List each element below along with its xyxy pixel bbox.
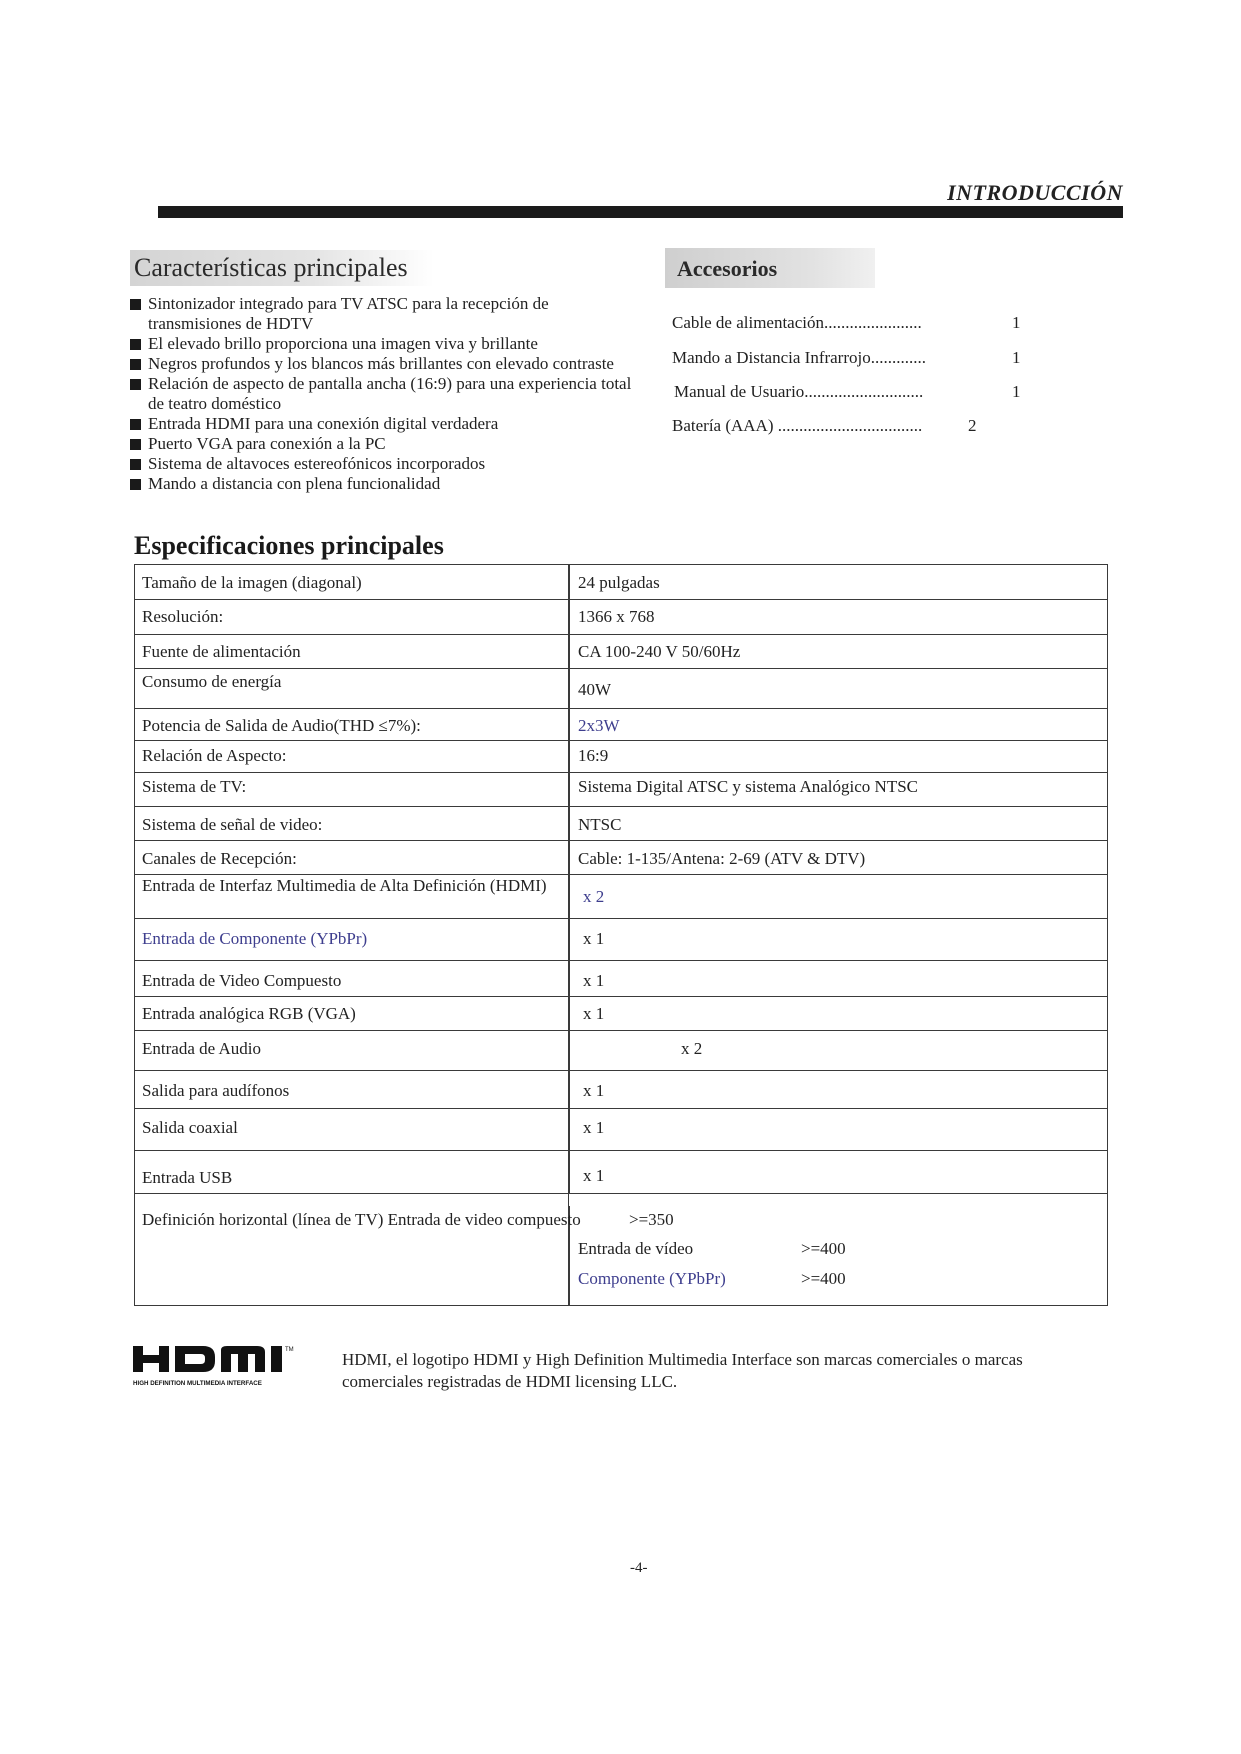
spec-row [135, 841, 1107, 875]
accessory-label: Batería (AAA) .................................. [672, 416, 923, 435]
spec-row [135, 1071, 1107, 1109]
resolution-composite-value: >=350 [629, 1210, 674, 1229]
spec-value: x 2 [681, 1039, 703, 1058]
feature-item: Relación de aspecto de pantalla ancha (16:9) para una experiencia total de teatro doméstico [130, 374, 640, 414]
resolution-line-value: >=400 [801, 1269, 846, 1288]
spec-row [135, 1109, 1107, 1151]
accessory-qty: 2 [968, 416, 977, 435]
spec-label: Tamaño de la imagen (diagonal) [142, 573, 362, 592]
spec-label: Sistema de TV: [142, 777, 247, 796]
specs-heading: Especificaciones principales [134, 531, 444, 560]
spec-value: Sistema Digital ATSC y sistema Analógico NTSC [578, 777, 918, 796]
feature-item: Sintonizador integrado para TV ATSC para la recepción de transmisiones de HDTV [130, 294, 640, 334]
spec-row [135, 807, 1107, 841]
resolution-line-label: Componente (YPbPr) [578, 1269, 726, 1288]
page-number: -4- [630, 1560, 648, 1576]
section-title: INTRODUCCIÓN [947, 180, 1123, 205]
spec-label: Entrada de Video Compuesto [142, 971, 342, 990]
header-rule [158, 206, 1123, 218]
resolution-label: Definición horizontal (línea de TV) Entrada de video compuesto [142, 1210, 581, 1229]
accessory-row [672, 416, 1032, 440]
accessory-qty: 1 [1012, 348, 1021, 367]
spec-value: 1366 x 768 [578, 607, 655, 626]
spec-label: Entrada de Interfaz Multimedia de Alta Definición (HDMI) [142, 876, 547, 895]
spec-row [135, 669, 1107, 709]
accessory-row [672, 313, 1032, 337]
accessory-qty: 1 [1012, 382, 1021, 401]
accessory-label: Manual de Usuario............................ [674, 382, 924, 401]
accessory-row [672, 382, 1032, 406]
accessory-qty: 1 [1012, 313, 1021, 332]
spec-label: Fuente de alimentación [142, 642, 301, 661]
spec-value: x 1 [583, 929, 605, 948]
hdmi-logo [133, 1342, 333, 1394]
spec-label: Entrada de Componente (YPbPr) [142, 929, 368, 948]
feature-item: Puerto VGA para conexión a la PC [130, 434, 640, 454]
spec-label: Salida coaxial [142, 1118, 238, 1137]
spec-label: Consumo de energía [142, 672, 282, 691]
spec-value: x 1 [583, 1081, 605, 1100]
feature-item: Entrada HDMI para una conexión digital verdadera [130, 414, 640, 434]
feature-item: Mando a distancia con plena funcionalidad [130, 474, 640, 494]
spec-row [135, 961, 1107, 997]
spec-label: Salida para audífonos [142, 1081, 290, 1100]
resolution-line-label: Entrada de vídeo [578, 1239, 694, 1258]
features-heading: Características principales [130, 250, 434, 286]
spec-label: Sistema de señal de video: [142, 815, 323, 834]
feature-item: Negros profundos y los blancos más brillantes con elevado contraste [130, 354, 640, 374]
spec-row [135, 709, 1107, 741]
spec-row [135, 635, 1107, 669]
spec-label: Potencia de Salida de Audio(THD ≤7%): [142, 716, 421, 735]
spec-value: x 1 [583, 1118, 605, 1137]
spec-label: Canales de Recepción: [142, 849, 297, 868]
spec-label: Entrada analógica RGB (VGA) [142, 1004, 356, 1023]
spec-value: x 1 [583, 971, 605, 990]
spec-label: Relación de Aspecto: [142, 746, 287, 765]
spec-value: Cable: 1-135/Antena: 2-69 (ATV & DTV) [578, 849, 866, 868]
spec-row [135, 773, 1107, 807]
feature-item: Sistema de altavoces estereofónicos incorporados [130, 454, 640, 474]
spec-row [135, 1151, 1107, 1194]
resolution-line-value: >=400 [801, 1239, 846, 1258]
spec-value: x 1 [583, 1004, 605, 1023]
hdmi-tm-mark: TM [285, 1347, 294, 1353]
hdmi-tagline: HIGH DEFINITION MULTIMEDIA INTERFACE [133, 1380, 262, 1387]
spec-value: x 2 [583, 887, 605, 906]
spec-row [135, 565, 1107, 600]
spec-value: 40W [578, 680, 612, 699]
spec-label: Entrada de Audio [142, 1039, 261, 1058]
spec-row [135, 1031, 1107, 1071]
features-list [130, 294, 640, 494]
spec-value: x 1 [583, 1166, 605, 1185]
spec-value: CA 100-240 V 50/60Hz [578, 642, 741, 661]
hdmi-trademark-note: HDMI, el logotipo HDMI y High Definition Multimedia Interface son marcas comerciales o marcas comerciales registradas de HDMI licensing LLC. [342, 1350, 1023, 1391]
hdmi-logo-graphic [133, 1342, 333, 1394]
spec-value: 24 pulgadas [578, 573, 660, 592]
feature-item: El elevado brillo proporciona una imagen viva y brillante [130, 334, 640, 354]
spec-row [135, 997, 1107, 1031]
spec-value: 2x3W [578, 716, 620, 735]
spec-label: Entrada USB [142, 1168, 233, 1187]
spec-row [135, 919, 1107, 961]
accessory-label: Mando a Distancia Infrarrojo............. [672, 348, 926, 367]
specs-table [134, 564, 1108, 1306]
accessory-row [672, 348, 1032, 372]
spec-row [135, 600, 1107, 635]
spec-row [135, 875, 1107, 919]
spec-label: Resolución: [142, 607, 224, 626]
spec-value: 16:9 [578, 746, 609, 765]
accessories-heading: Accesorios [665, 248, 875, 288]
spec-value: NTSC [578, 815, 622, 834]
spec-row [135, 741, 1107, 773]
spec-row-resolution [135, 1194, 1107, 1307]
accessory-label: Cable de alimentación....................... [672, 313, 922, 332]
